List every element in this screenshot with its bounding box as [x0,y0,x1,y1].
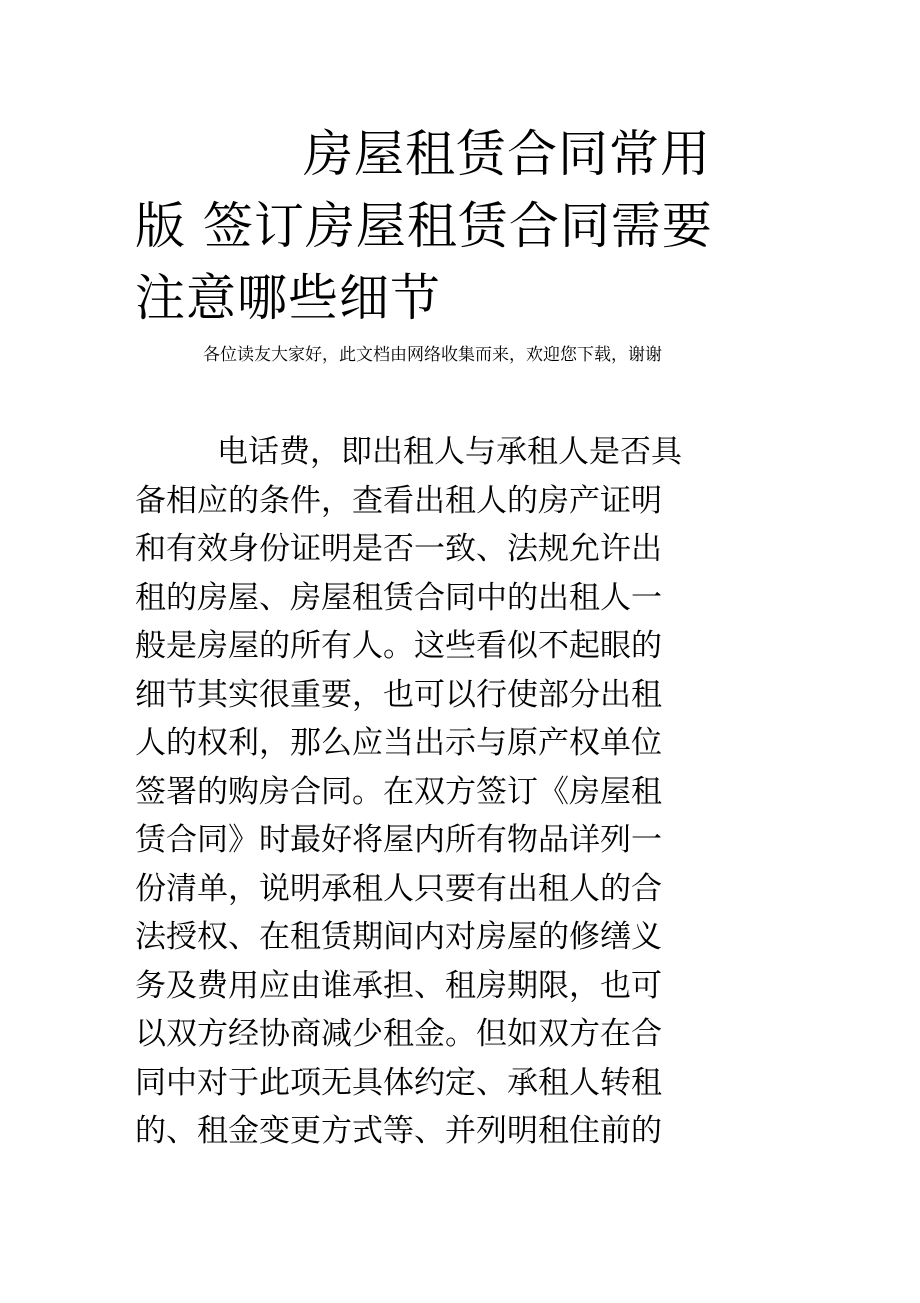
title-line-2: 版 签订房屋租赁合同需要 [135,197,713,255]
body-line: 人的权利，那么应当出示与原产权单位 [135,725,662,761]
body-line: 签署的购房合同。在双方签订《房屋租 [135,773,662,810]
body-line: 份清单，说明承租人只要有出租人的合 [135,870,662,907]
body-line: 般是房屋的所有人。这些看似不起眼的 [135,628,662,664]
document-body [135,428,735,1156]
document-subtitle: 各位读友大家好，此文档由网络收集而来，欢迎您下载，谢谢 [203,345,662,365]
body-line: 租的房屋、房屋租赁合同中的出租人一 [135,579,662,616]
body-line: 电话费，即出租人与承租人是否具 [217,434,682,470]
body-line: 赁合同》时最好将屋内所有物品详列一 [135,822,662,858]
title-line-1: 房屋租赁合同常用 [303,125,711,183]
body-line: 的、租金变更方式等、并列明租住前的 [135,1113,662,1149]
body-line: 细节其实很重要，也可以行使部分出租 [135,676,662,713]
body-line: 和有效身份证明是否一致、法规允许出 [135,531,662,567]
title-line-3: 注意哪些细节 [135,269,441,327]
body-line: 备相应的条件，查看出租人的房产证明 [135,482,662,519]
body-line: 务及费用应由谁承担、租房期限，也可 [135,967,662,1004]
body-line: 以双方经协商减少租金。但如双方在合 [135,1016,662,1052]
body-line: 同中对于此项无具体约定、承租人转租 [135,1064,662,1101]
body-line: 法授权、在租赁期间内对房屋的修缮义 [135,919,662,955]
document-title [135,118,735,334]
